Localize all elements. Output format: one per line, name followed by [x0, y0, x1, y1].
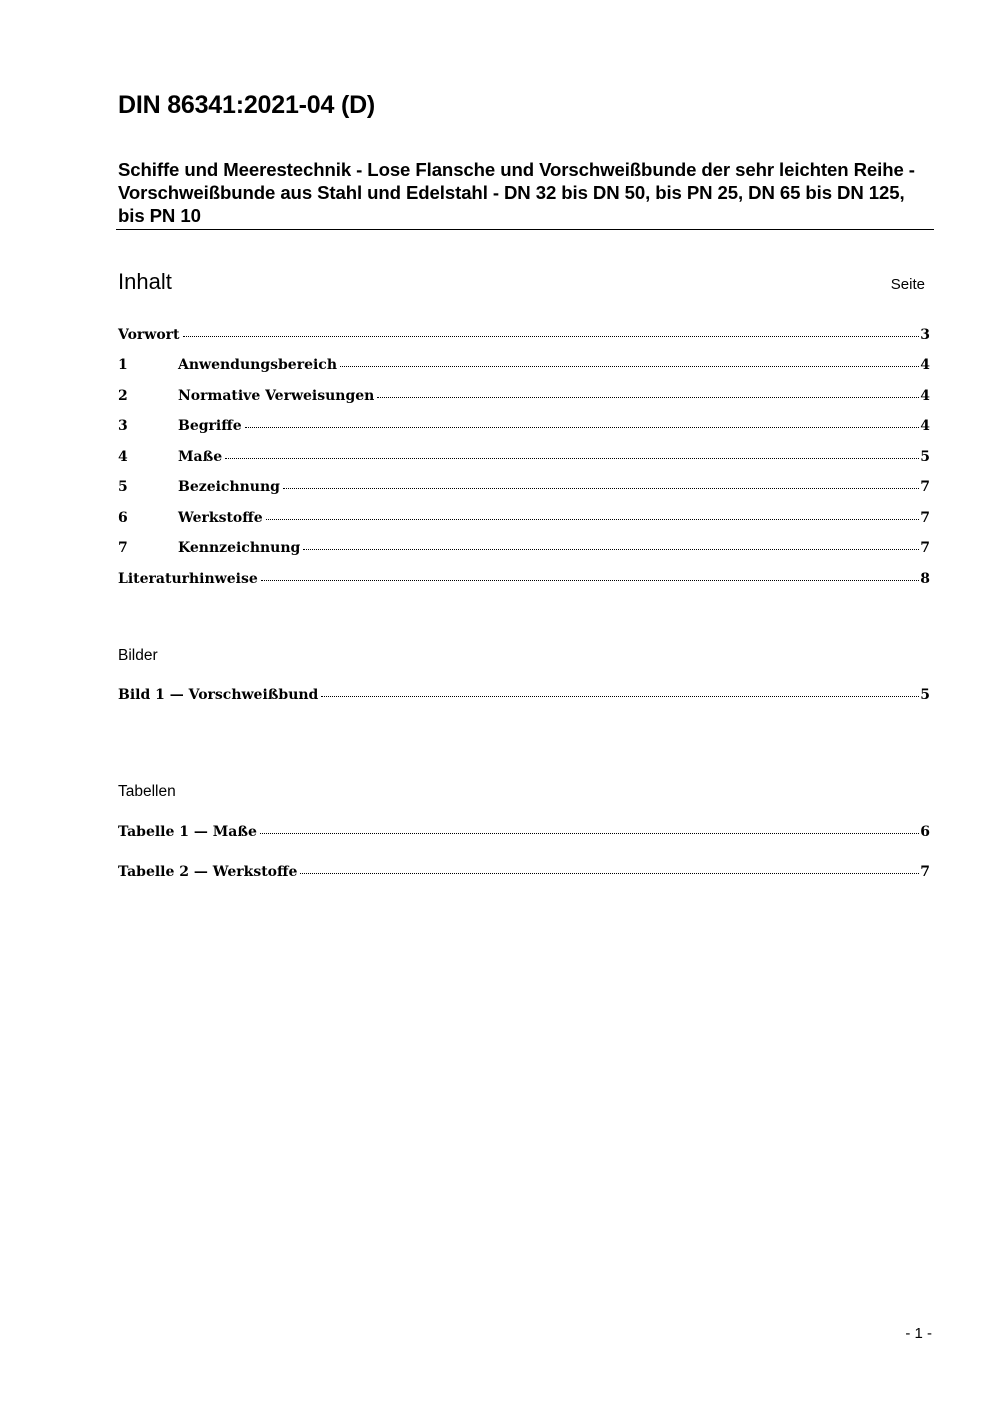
dot-leader	[225, 457, 919, 459]
document-title: Schiffe und Meerestechnik - Lose Flansche und Vorschweißbunde der sehr leichten Reihe - Vorschweißbunde aus Stahl und Edelstahl - DN 32 bis DN 50, bis PN 25, DN 65 bis DN 125, bis PN 10	[118, 159, 915, 226]
dot-leader	[266, 518, 920, 520]
dot-leader	[183, 335, 920, 337]
dot-leader	[303, 548, 919, 550]
toc-entry-page: 8	[920, 571, 930, 587]
toc-entry-label: Begriffe	[178, 418, 242, 434]
document-id: DIN 86341:2021-04 (D)	[118, 91, 376, 119]
toc-entry-number: 2	[118, 388, 128, 404]
toc-entry-werkstoffe[interactable]	[118, 508, 930, 528]
figure-entry-bild-1[interactable]	[118, 685, 930, 705]
table-entry-page: 6	[920, 824, 930, 840]
table-entry-page: 7	[920, 864, 930, 880]
dot-leader	[283, 487, 919, 489]
toc-entry-label: Werkstoffe	[178, 510, 263, 526]
toc-entry-label: Kennzeichnung	[178, 540, 301, 556]
toc-heading: Inhalt	[118, 269, 172, 294]
toc-entry-number: 7	[118, 540, 128, 556]
toc-entry-number: 1	[118, 357, 128, 373]
table-entry-tabelle-2[interactable]	[118, 862, 930, 882]
toc-entry-begriffe[interactable]	[118, 416, 930, 436]
toc-entry-vorwort[interactable]	[118, 325, 930, 345]
toc-entry-label: Normative Verweisungen	[178, 388, 375, 404]
dot-leader	[245, 426, 920, 428]
tables-heading: Tabellen	[118, 783, 176, 800]
title-divider	[116, 229, 934, 230]
dot-leader	[340, 365, 919, 367]
dot-leader	[377, 396, 919, 398]
toc-entry-page: 4	[920, 418, 930, 434]
toc-entry-label: Bezeichnung	[178, 479, 280, 495]
toc-entry-page: 4	[920, 357, 930, 373]
toc-entry-label: Vorwort	[118, 327, 180, 343]
figure-entry-label: Bild 1 — Vorschweißbund	[118, 687, 319, 703]
toc-entry-page: 5	[920, 449, 930, 465]
toc-entry-number: 6	[118, 510, 128, 526]
toc-entry-normative-verweisungen[interactable]	[118, 386, 930, 406]
toc-entry-number: 4	[118, 449, 128, 465]
dot-leader	[260, 832, 919, 834]
table-entry-tabelle-1[interactable]	[118, 822, 930, 842]
toc-entry-page: 4	[920, 388, 930, 404]
toc-entry-literaturhinweise[interactable]	[118, 569, 930, 589]
toc-entry-label: Literaturhinweise	[118, 571, 258, 587]
figures-heading: Bilder	[118, 647, 158, 664]
toc-entry-page: 3	[920, 327, 930, 343]
figure-entry-page: 5	[920, 687, 930, 703]
toc-entry-masse[interactable]	[118, 447, 930, 467]
dot-leader	[300, 872, 919, 874]
page-number: - 1 -	[905, 1325, 932, 1342]
toc-entry-label: Maße	[178, 449, 223, 465]
toc-entry-label: Anwendungsbereich	[178, 357, 337, 373]
dot-leader	[321, 695, 919, 697]
table-entry-label: Tabelle 2 — Werkstoffe	[118, 864, 298, 880]
toc-entry-kennzeichnung[interactable]	[118, 538, 930, 558]
page-column-label: Seite	[890, 276, 925, 293]
toc-entry-bezeichnung[interactable]	[118, 477, 930, 497]
toc-entry-page: 7	[920, 479, 930, 495]
toc-entry-page: 7	[920, 510, 930, 526]
toc-entry-anwendungsbereich[interactable]	[118, 355, 930, 375]
toc-entry-number: 3	[118, 418, 128, 434]
toc-entry-page: 7	[920, 540, 930, 556]
dot-leader	[261, 579, 920, 581]
toc-entry-number: 5	[118, 479, 128, 495]
table-entry-label: Tabelle 1 — Maße	[118, 824, 257, 840]
